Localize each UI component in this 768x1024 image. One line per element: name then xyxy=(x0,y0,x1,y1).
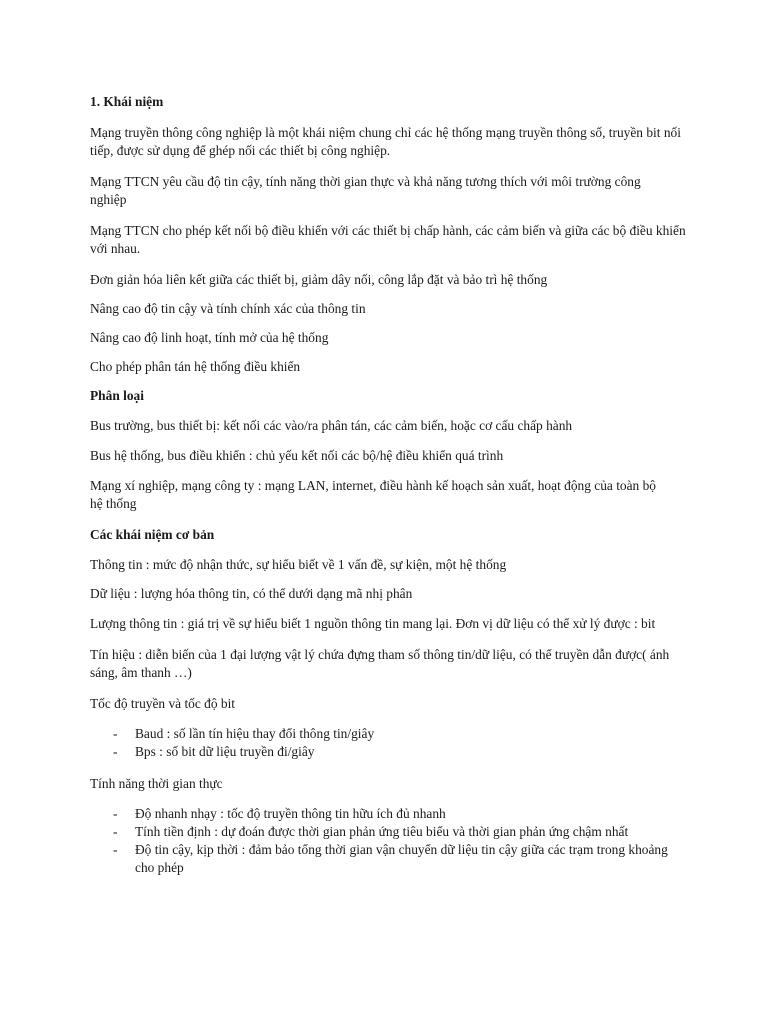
list-item-text: Baud : số lần tín hiệu thay đổi thông tin/giây xyxy=(135,726,375,741)
paragraph: Thông tin : mức độ nhận thức, sự hiểu biết về 1 vấn đề, sự kiện, một hệ thống xyxy=(90,557,507,572)
list-item xyxy=(90,725,690,743)
heading-khai-niem: 1. Khái niệm xyxy=(90,94,164,109)
list-item xyxy=(90,805,690,823)
dash-bullet: - xyxy=(113,806,118,821)
list-item xyxy=(90,823,675,841)
paragraph: Tín hiệu : diễn biến của 1 đại lượng vật lý chứa đựng tham số thông tin/dữ liệu, có thể truyền dẫn được( ánh sáng, âm thanh …) xyxy=(90,647,670,680)
bullet-list-thoi-gian-thuc xyxy=(90,805,690,877)
paragraph: Nâng cao độ tin cậy và tính chính xác của thông tin xyxy=(90,301,366,316)
heading-cac-khai-niem-co-ban: Các khái niệm cơ bản xyxy=(90,527,215,542)
paragraph: Bus hệ thống, bus điều khiển : chủ yếu kết nối các bộ/hệ điều khiển quá trình xyxy=(90,448,504,463)
list-item-text: Độ tin cậy, kịp thời : đảm bảo tổng thời gian vận chuyển dữ liệu tin cậy giữa các trạm trong khoảng cho phép xyxy=(135,842,668,875)
paragraph: Bus trường, bus thiết bị: kết nối các vào/ra phân tán, các cảm biến, hoặc cơ cấu chấp hành xyxy=(90,418,573,433)
list-item-text: Bps : số bit dữ liệu truyền đi/giây xyxy=(135,744,315,759)
dash-bullet: - xyxy=(113,726,118,741)
dash-bullet: - xyxy=(113,744,118,759)
paragraph: Mạng xí nghiệp, mạng công ty : mạng LAN, internet, điều hành kế hoạch sản xuất, hoạt động của toàn bộ hệ thống xyxy=(90,478,656,511)
paragraph: Mạng TTCN yêu cầu độ tin cậy, tính năng thời gian thực và khả năng tương thích với môi trường công nghiệp xyxy=(90,174,641,207)
list-item-text: Tính tiền định : dự đoán được thời gian phản ứng tiêu biểu và thời gian phản ứng chậm nhất xyxy=(135,824,629,839)
list-item xyxy=(90,841,675,877)
paragraph: Mạng TTCN cho phép kết nối bộ điều khiển với các thiết bị chấp hành, các cảm biến và giữa các bộ điều khiển với nhau. xyxy=(90,223,686,256)
list-item-text: Độ nhanh nhạy : tốc độ truyền thông tin hữu ích đủ nhanh xyxy=(135,806,446,821)
paragraph: Mạng truyền thông công nghiệp là một khái niệm chung chỉ các hệ thống mạng truyền thông số, truyền bit nối tiếp, được sử dụng để ghép nối các thiết bị công nghiệp. xyxy=(90,125,681,158)
paragraph: Tính năng thời gian thực xyxy=(90,776,223,791)
paragraph: Đơn giản hóa liên kết giữa các thiết bị, giảm dây nối, công lắp đặt và bảo trì hệ thống xyxy=(90,272,548,287)
dash-bullet: - xyxy=(113,842,118,857)
paragraph: Nâng cao độ linh hoạt, tính mở của hệ thống xyxy=(90,330,329,345)
paragraph: Cho phép phân tán hệ thống điều khiển xyxy=(90,359,301,374)
paragraph: Tốc độ truyền và tốc độ bit xyxy=(90,696,236,711)
paragraph: Lượng thông tin : giá trị về sự hiểu biết 1 nguồn thông tin mang lại. Đơn vị dữ liệu có thể xử lý được : bit xyxy=(90,616,656,631)
document-page xyxy=(90,93,690,877)
paragraph: Dữ liệu : lượng hóa thông tin, có thể dưới dạng mã nhị phân xyxy=(90,586,413,601)
bullet-list-toc-do xyxy=(90,725,690,761)
heading-phan-loai: Phân loại xyxy=(90,388,144,403)
dash-bullet: - xyxy=(113,824,118,839)
list-item xyxy=(90,743,690,761)
